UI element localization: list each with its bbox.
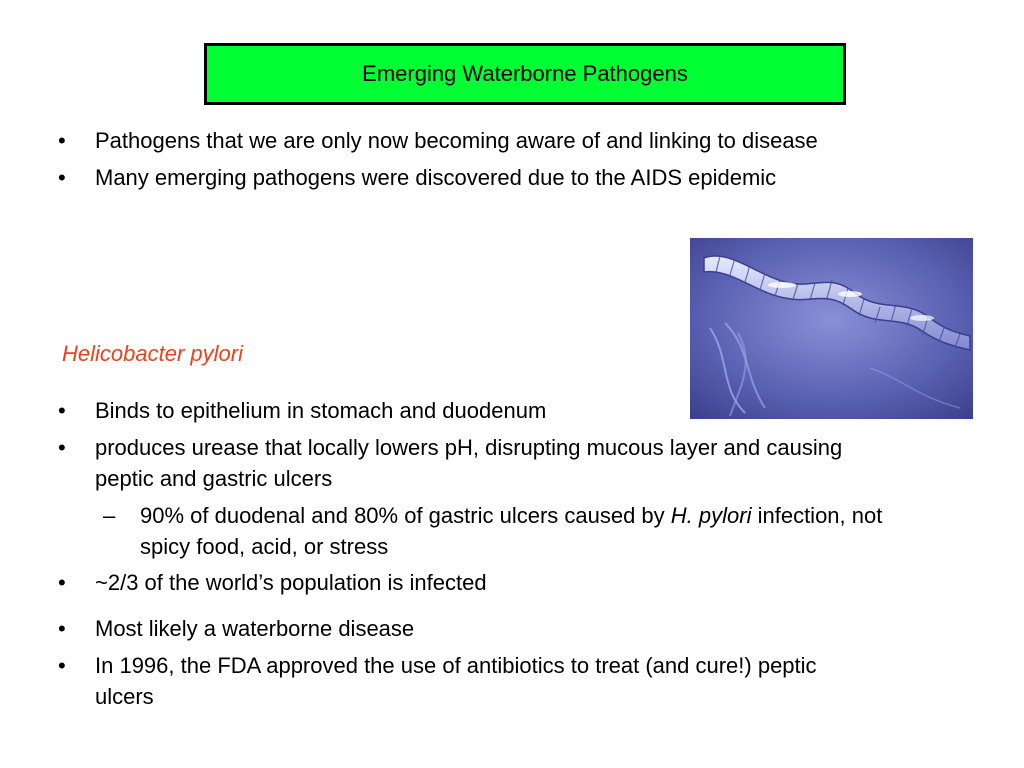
urease-line-1: produces urease that locally lowers pH, disrupting mucous layer and causing — [95, 435, 843, 460]
bullet-mark: • — [58, 165, 66, 190]
slide-title: Emerging Waterborne Pathogens — [362, 61, 688, 86]
sub-line-2: spicy food, acid, or stress — [140, 534, 389, 559]
bullet-mark: • — [58, 398, 66, 423]
bullet-mark: • — [58, 435, 66, 460]
intro-bullet-text: Pathogens that we are only now becoming aware of and linking to disease — [95, 128, 818, 153]
bullet-text — [95, 650, 995, 712]
bullet-text — [95, 432, 995, 494]
species-heading: Helicobacter pylori — [62, 341, 243, 366]
sub-pre: 90% of duodenal and 80% of gastric ulcers caused by — [140, 503, 671, 528]
bullet-mark: • — [58, 616, 66, 641]
bullet-text: Binds to epithelium in stomach and duodenum — [95, 398, 547, 423]
bullet-mark: • — [58, 128, 66, 153]
urease-line-2: peptic and gastric ulcers — [95, 466, 333, 491]
sub-bullet-text — [140, 500, 1010, 562]
sub-post: infection, not — [751, 503, 883, 528]
bullet-mark: • — [58, 653, 66, 678]
micrograph-illustration — [690, 238, 973, 419]
bullet-text: ~2/3 of the world’s population is infected — [95, 570, 487, 595]
intro-bullet-text: Many emerging pathogens were discovered due to the AIDS epidemic — [95, 165, 777, 190]
bullet-mark: • — [58, 570, 66, 595]
h-pylori-micrograph — [690, 238, 973, 419]
slide-title-box — [204, 43, 846, 105]
fda-line-1: In 1996, the FDA approved the use of antibiotics to treat (and cure!) peptic — [95, 653, 817, 678]
bullet-text: Most likely a waterborne disease — [95, 616, 415, 641]
sub-italic-species: H. pylori — [670, 503, 752, 528]
fda-line-2: ulcers — [95, 684, 154, 709]
dash-mark: – — [103, 503, 116, 528]
